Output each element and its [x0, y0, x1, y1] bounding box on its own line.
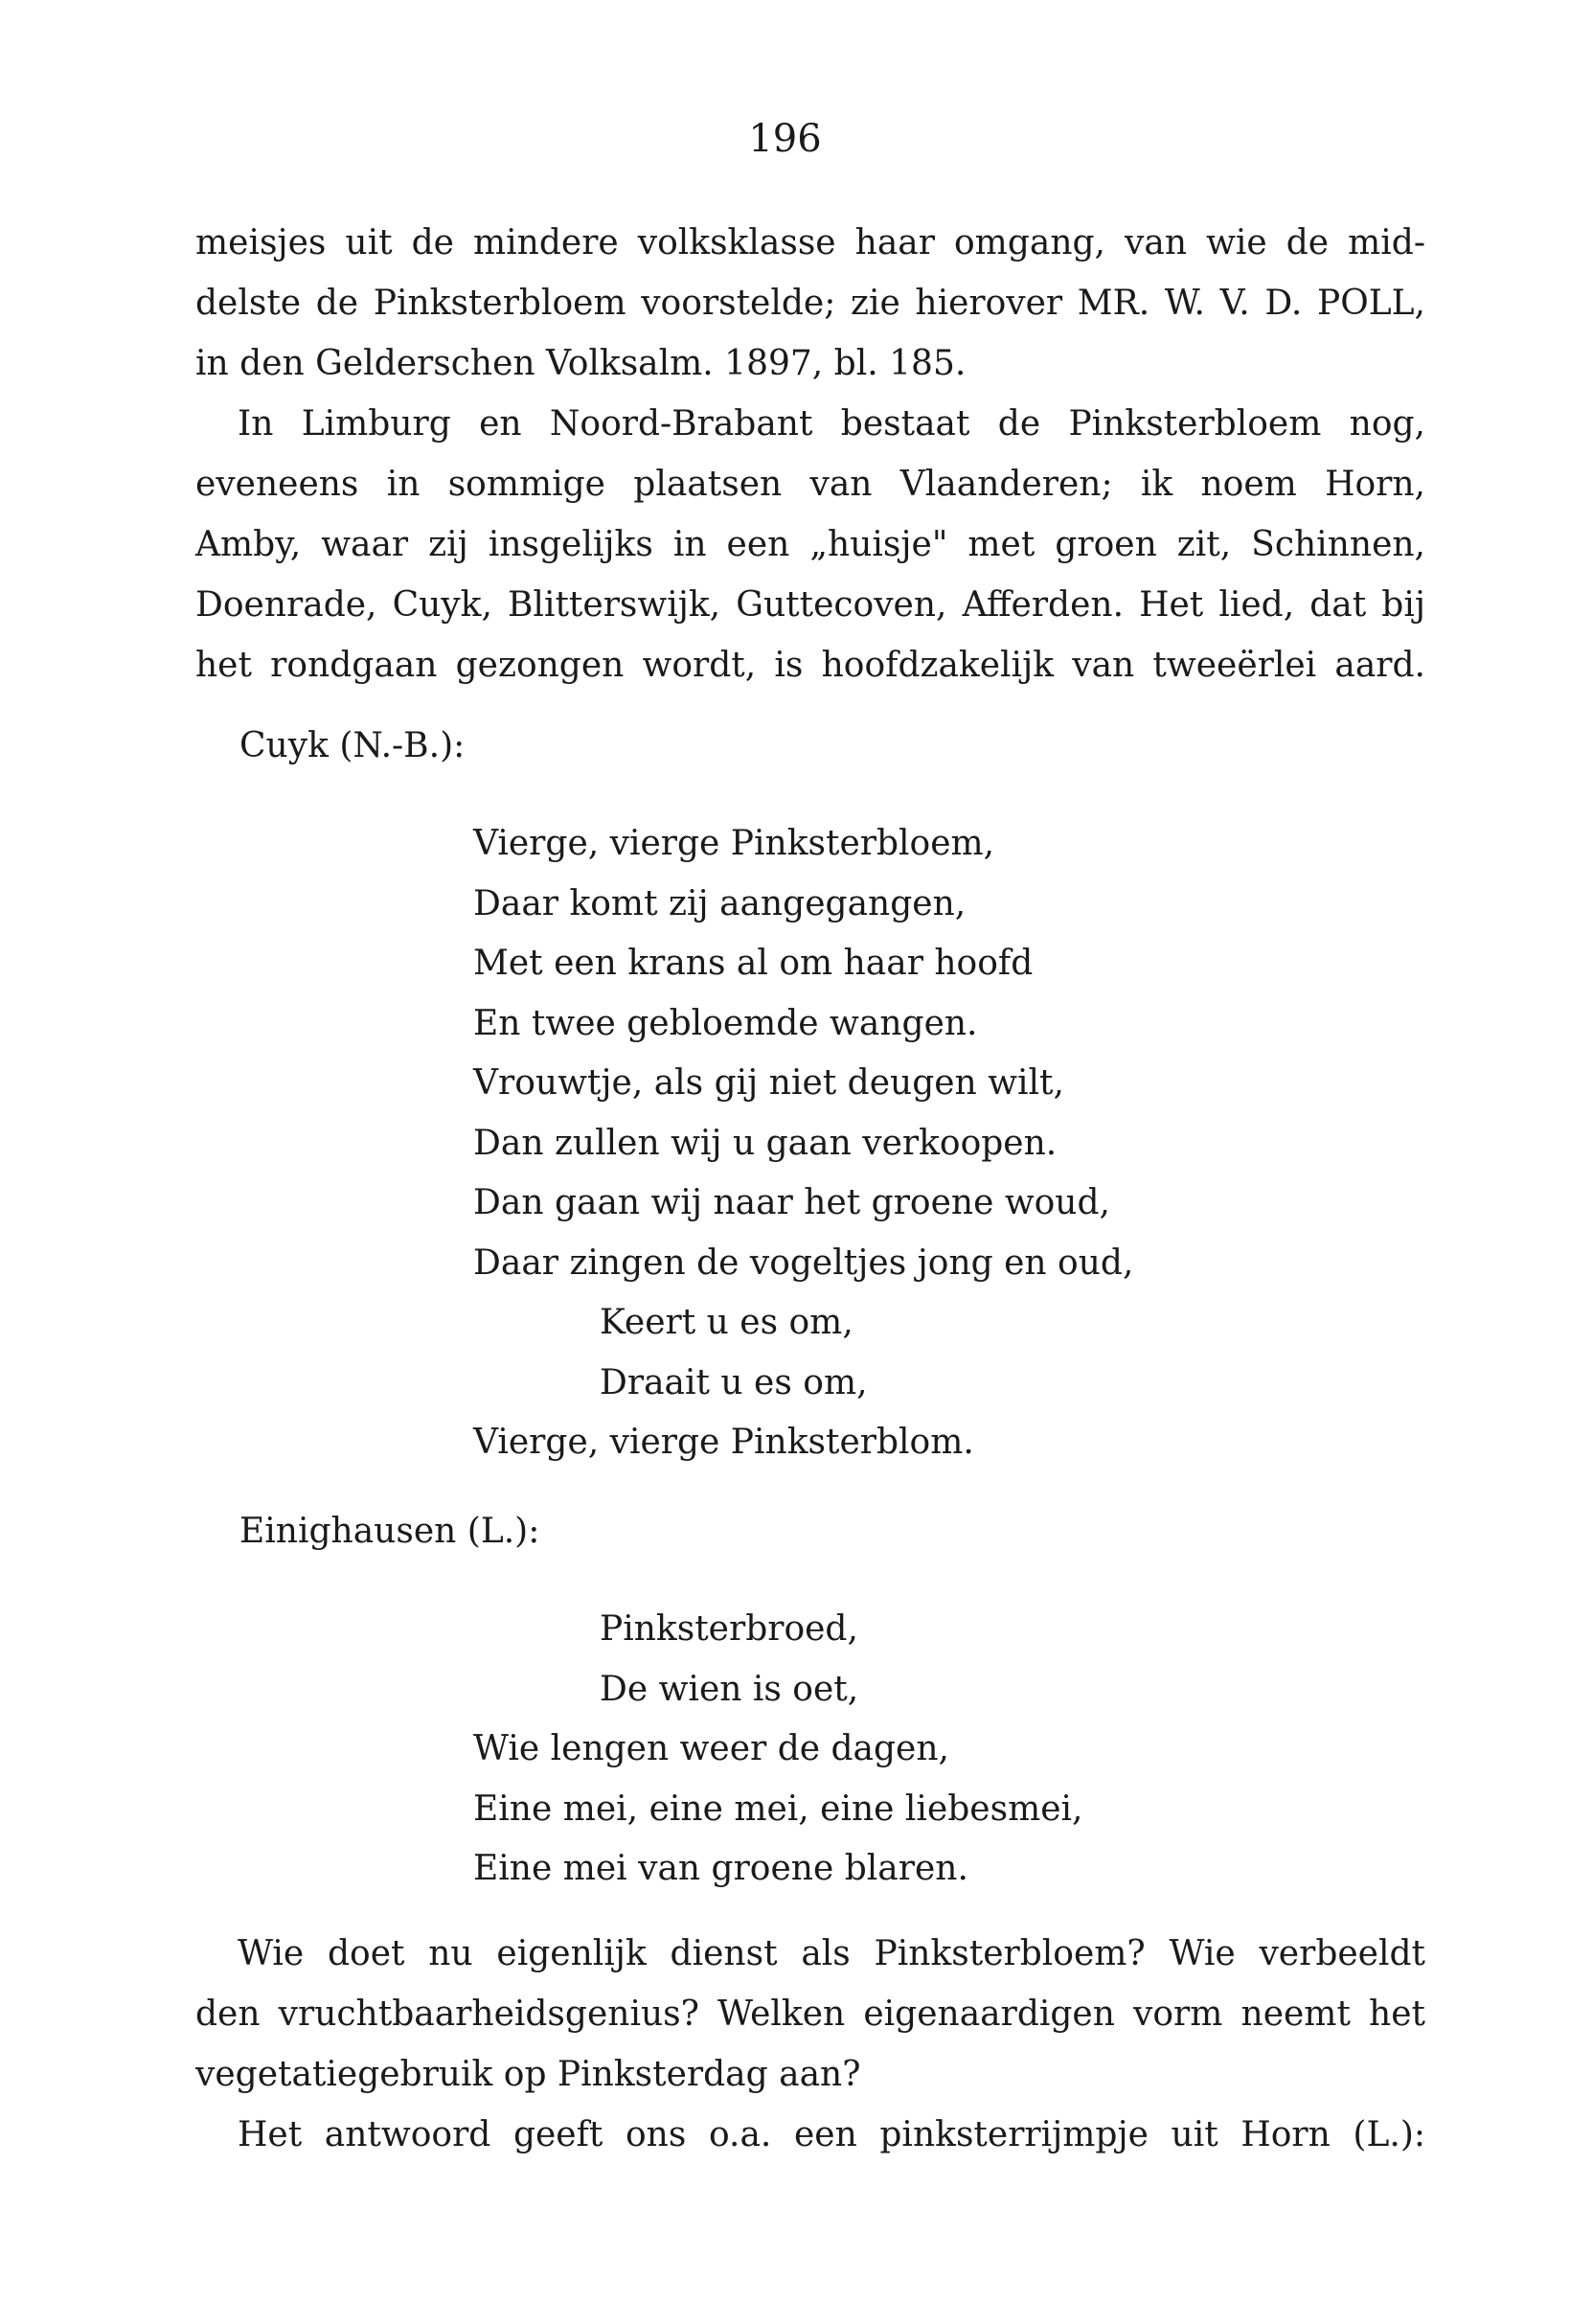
verse-line: Daar komt zij aangegangen,: [473, 883, 967, 923]
verse-line: Vierge, vierge Pinksterbloem,: [473, 824, 995, 863]
verse-line: Keert u es om,: [600, 1303, 853, 1342]
verse-line: Vrouwtje, als gij niet deugen wilt,: [473, 1063, 1064, 1103]
paragraph-1-line: in den Gelderschen Volksalm. 1897, bl. 185.: [195, 344, 967, 383]
paragraph-2-line: Amby, waar zij insgelijks in een „huisje" met groen zit, Schinnen,: [195, 525, 1425, 564]
verse-line: Draait u es om,: [600, 1362, 868, 1402]
paragraph-2: [195, 394, 1425, 695]
verse-line: Eine mei van groene blaren.: [473, 1849, 968, 1888]
paragraph-4: [195, 2105, 1425, 2165]
paragraph-2-line: het rondgaan gezongen wordt, is hoofdzakelijk van tweeërlei aard.: [195, 646, 1425, 685]
verse-line: Vierge, vierge Pinksterblom.: [473, 1423, 974, 1462]
paragraph-1-line: meisjes uit de mindere volksklasse haar omgang, van wie de mid-: [195, 223, 1425, 262]
paragraph-3-line: den vruchtbaarheidsgenius? Welken eigenaardigen vorm neemt het: [195, 1994, 1425, 2034]
verse-line: Daar zingen de vogeltjes jong en oud,: [473, 1242, 1134, 1283]
paragraph-1-line: delste de Pinksterbloem voorstelde; zie hierover MR. W. V. D. POLL,: [195, 284, 1425, 323]
paragraph-4-line: Het antwoord geeft ons o.a. een pinksterrijmpje uit Horn (L.):: [238, 2115, 1425, 2154]
einighausen-song: [473, 1600, 1082, 1900]
paragraph-2-line: eveneens in sommige plaatsen van Vlaanderen; ik noem Horn,: [195, 465, 1425, 504]
verse-line: Dan gaan wij naar het groene woud,: [473, 1183, 1110, 1222]
page-number: 196: [748, 117, 822, 161]
verse-line: Wie lengen weer de dagen,: [473, 1729, 949, 1768]
cuyk-label: Cuyk (N.-B.):: [239, 726, 466, 765]
paragraph-2-line: In Limburg en Noord-Brabant bestaat de Pinksterbloem nog,: [238, 404, 1425, 444]
paragraph-1: [195, 213, 1425, 394]
paragraph-3-line: Wie doet nu eigenlijk dienst als Pinksterbloem? Wie verbeeldt: [238, 1934, 1425, 1973]
paragraph-2-line: Doenrade, Cuyk, Blitterswijk, Guttecoven, Afferden. Het lied, dat bij: [195, 585, 1425, 625]
verse-line: Met een krans al om haar hoofd: [473, 944, 1034, 983]
cuyk-song: [473, 814, 1133, 1473]
paragraph-3-line: vegetatiegebruik op Pinksterdag aan?: [195, 2055, 861, 2094]
paragraph-3: [195, 1924, 1425, 2105]
verse-line: Eine mei, eine mei, eine liebesmei,: [473, 1789, 1083, 1829]
verse-line: Dan zullen wij u gaan verkoopen.: [473, 1123, 1058, 1163]
verse-line: De wien is oet,: [600, 1669, 859, 1709]
einighausen-label: Einighausen (L.):: [239, 1512, 540, 1551]
verse-line: Pinksterbroed,: [600, 1609, 858, 1649]
verse-line: En twee gebloemde wangen.: [473, 1003, 978, 1043]
